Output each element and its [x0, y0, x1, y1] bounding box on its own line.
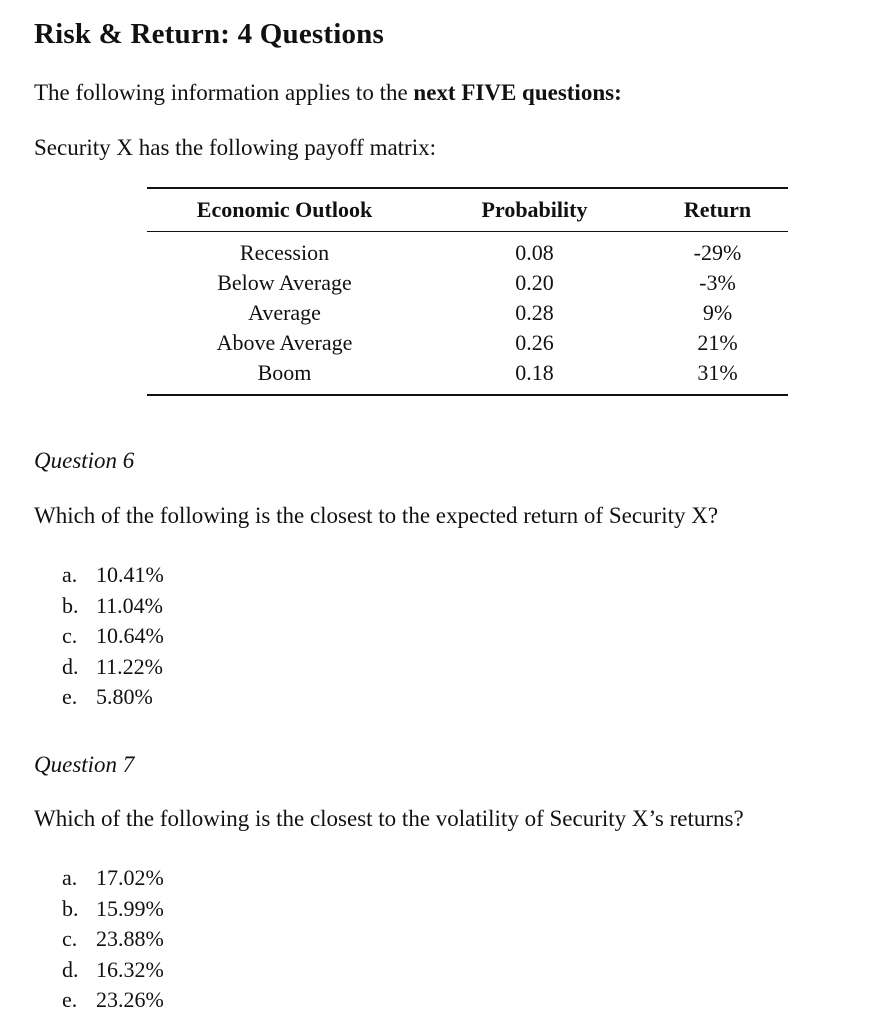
choice-letter: d. — [62, 653, 79, 679]
page-title: Risk & Return: 4 Questions — [34, 18, 384, 50]
intro-bold: next FIVE questions: — [413, 80, 622, 105]
question-7-text: Which of the following is the closest to the volatility of Security X’s returns? — [34, 806, 744, 831]
header-probability: Probability — [422, 188, 647, 232]
question-7-choices — [62, 863, 164, 1016]
choice-letter: c. — [62, 623, 78, 648]
cell-outlook: Recession — [239, 240, 330, 265]
answer-choice[interactable] — [62, 924, 164, 955]
answer-choice[interactable] — [62, 955, 164, 986]
cell-return: -29% — [693, 240, 742, 265]
answer-choice[interactable] — [62, 591, 164, 622]
cell-return: 21% — [697, 330, 738, 355]
cell-outlook: Average — [248, 300, 321, 325]
choice-letter: e. — [62, 987, 78, 1012]
cell-probability: 0.18 — [422, 358, 647, 395]
cell-probability: 0.08 — [515, 240, 554, 265]
choice-value: 23.26% — [96, 987, 164, 1012]
choice-value: 10.64% — [96, 623, 164, 648]
choice-value: 11.04% — [96, 592, 164, 618]
table-row — [147, 358, 788, 395]
answer-choice[interactable] — [62, 863, 164, 894]
choice-value: 10.41% — [96, 562, 164, 587]
cell-probability: 0.26 — [515, 330, 554, 355]
answer-choice[interactable] — [62, 985, 164, 1016]
choice-value: 11.22% — [96, 653, 164, 679]
choice-letter: b. — [62, 895, 79, 921]
table-row — [147, 328, 788, 358]
choice-letter: c. — [62, 926, 78, 951]
header-return: Return — [647, 188, 788, 232]
question-6-text: Which of the following is the closest to the expected return of Security X? — [34, 503, 719, 528]
table-header-row — [147, 188, 788, 232]
cell-outlook: Below Average — [217, 270, 352, 295]
choice-letter: b. — [62, 592, 79, 618]
choice-letter: e. — [62, 684, 78, 709]
intro-line — [34, 80, 622, 106]
choice-letter: a. — [62, 865, 78, 890]
cell-return: 9% — [702, 300, 733, 325]
answer-choice[interactable] — [62, 652, 164, 683]
cell-probability: 0.20 — [515, 270, 554, 295]
answer-choice[interactable] — [62, 560, 164, 591]
payoff-matrix-table — [147, 187, 788, 396]
cell-probability: 0.28 — [515, 300, 554, 325]
table-row — [147, 268, 788, 298]
choice-letter: d. — [62, 956, 79, 982]
question-6-choices — [62, 560, 164, 713]
choice-value: 17.02% — [96, 865, 164, 890]
table-row — [147, 298, 788, 328]
table-row — [147, 232, 788, 269]
choice-value: 15.99% — [96, 895, 164, 921]
choice-letter: a. — [62, 562, 78, 587]
cell-outlook: Above Average — [216, 330, 353, 355]
intro-prefix: The following information applies to the — [34, 80, 414, 105]
choice-value: 23.88% — [96, 926, 164, 951]
choice-value: 16.32% — [96, 956, 164, 982]
cell-return: -3% — [699, 270, 736, 295]
cell-outlook: Boom — [147, 358, 422, 395]
cell-return: 31% — [647, 358, 788, 395]
answer-choice[interactable] — [62, 621, 164, 652]
question-6-label: Question 6 — [34, 448, 135, 473]
question-7-label: Question 7 — [34, 752, 135, 777]
answer-choice[interactable] — [62, 682, 164, 713]
choice-value: 5.80% — [96, 684, 153, 709]
header-economic-outlook: Economic Outlook — [147, 188, 422, 232]
answer-choice[interactable] — [62, 894, 164, 925]
matrix-intro-line: Security X has the following payoff matrix: — [34, 135, 436, 160]
